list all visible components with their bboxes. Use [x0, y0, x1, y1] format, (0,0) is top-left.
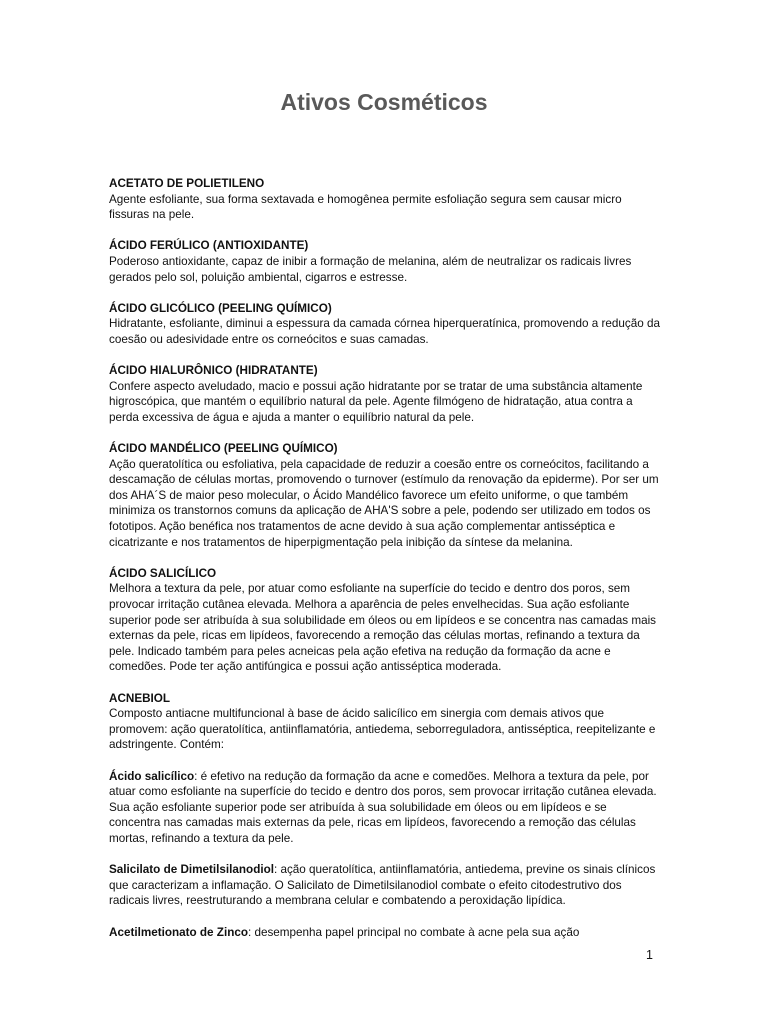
entry-text: Poderoso antioxidante, capaz de inibir a formação de melanina, além de neutralizar os radicais livres gerados pelo sol, poluição ambiental, cigarros e estresse.: [109, 254, 632, 284]
entry-acetato-de-polietileno: [109, 176, 661, 223]
component-acetilmetionato-de-zinco: [109, 925, 661, 941]
entry-acnebiol: [109, 691, 661, 753]
component-name: Ácido salicílico: [109, 769, 195, 783]
entry-text: Melhora a textura da pele, por atuar como esfoliante na superfície do tecido e dentro dos poros, sem provocar irritação cutânea elevada. Melhora a aparência de peles envelhecidas. Sua ação esfoliante superior pode ser atribuída à sua solubilidade em óleos ou em lipídeos e se concentra nas camadas mais externas da pele, ricas em lipídeos, favorecendo a remoção das células mortas, refinando a textura da pele. Indicado também para peles acneicas pela ação efetiva na redução da formação da acne e comedões. Pode ter ação antifúngica e possui ação antisséptica moderada.: [109, 582, 657, 674]
component-description: : é efetivo na redução da formação da acne e comedões. Melhora a textura da pele, por atuar como esfoliante na superfície do tecido e dentro dos poros, sem provocar irritação cutânea elevada. Sua ação esfoliante superior pode ser atribuída à sua solubilidade em óleos ou em lipídeos e se concentra nas camadas mais externas da pele, ricas em lipídeos, favorecendo a remoção das células mortas, refinando a textura da pele.: [109, 769, 657, 845]
entry-text: Composto antiacne multifuncional à base de ácido salicílico em sinergia com demais ativos que promovem: ação queratolítica, antiinflamatória, antiedema, seborreguladora, antisséptica, reepitelizante e adstringente. Contém:: [109, 707, 656, 752]
entry-text: Hidratante, esfoliante, diminui a espessura da camada córnea hiperqueratínica, promovendo a redução da coesão ou adesividade entre os corneócitos e suas camadas.: [109, 317, 660, 346]
component-salicilato-de-dimetilsilanodiol: [109, 862, 661, 909]
entry-heading: ÁCIDO GLICÓLICO (PEELING QUÍMICO): [109, 301, 332, 315]
document-title: Ativos Cosméticos: [280, 89, 488, 115]
entry-text: Confere aspecto aveludado, macio e possui ação hidratante por se tratar de uma substância altamente higroscópica, que mantém o equilíbrio natural da pele. Agente filmógeno de hidratação, atua contra a perda excessiva de água e ajuda a manter o equilíbrio natural da pele.: [109, 379, 643, 424]
entry-heading: ACETATO DE POLIETILENO: [109, 177, 265, 190]
entry-acido-glicolico: [109, 301, 661, 348]
component-acido-salicilico: [109, 769, 661, 847]
entry-heading: ÁCIDO HIALURÔNICO (HIDRATANTE): [109, 364, 318, 378]
entry-text: Agente esfoliante, sua forma sextavada e homogênea permite esfoliação segura sem causar micro fissuras na pele.: [109, 192, 622, 222]
entry-heading: ÁCIDO FERÚLICO (ANTIOXIDANTE): [109, 239, 309, 253]
entry-acido-salicilico: [109, 566, 661, 675]
component-description: : ação queratolítica, antiinflamatória, antiedema, previne os sinais clínicos que caracterizam a inflamação. O Salicilato de Dimetilsilanodiol combate o efeito citodestrutivo dos radicais livres, reestruturando a membrana celular e combatendo a peroxidação lipídica.: [109, 863, 656, 908]
entry-heading: ÁCIDO SALICÍLICO: [109, 566, 217, 580]
entry-heading: ACNEBIOL: [109, 691, 171, 705]
component-name: Salicilato de Dimetilsilanodiol: [109, 863, 274, 877]
entry-acido-ferulico: [109, 238, 661, 285]
component-name: Acetilmetionato de Zinco: [109, 925, 248, 939]
document-body: [109, 176, 661, 956]
component-description: : desempenha papel principal no combate à acne pela sua ação: [247, 925, 580, 939]
entry-acido-mandelico: [109, 441, 661, 550]
entry-heading: ÁCIDO MANDÉLICO (PEELING QUÍMICO): [109, 442, 338, 456]
entry-acido-hialuronico: [109, 363, 661, 425]
page-number: 1: [646, 948, 653, 962]
entry-text: Ação queratolítica ou esfoliativa, pela capacidade de reduzir a coesão entre os corneócitos, facilitando a descamação de células mortas, promovendo o turnover (estímulo da renovação da epiderme). Por ser um dos AHA´S de maior peso molecular, o Ácido Mandélico favorece um efeito uniforme, o que também minimiza os transtornos comuns da aplicação de AHA'S sobre a pele, podendo ser utilizado em todos os fototipos. Ação benéfica nos tratamentos de acne devido à sua ação complementar antisséptica e cicatrizante e nos tratamentos de hiperpigmentação pela inibição da síntese da melanina.: [109, 457, 659, 549]
